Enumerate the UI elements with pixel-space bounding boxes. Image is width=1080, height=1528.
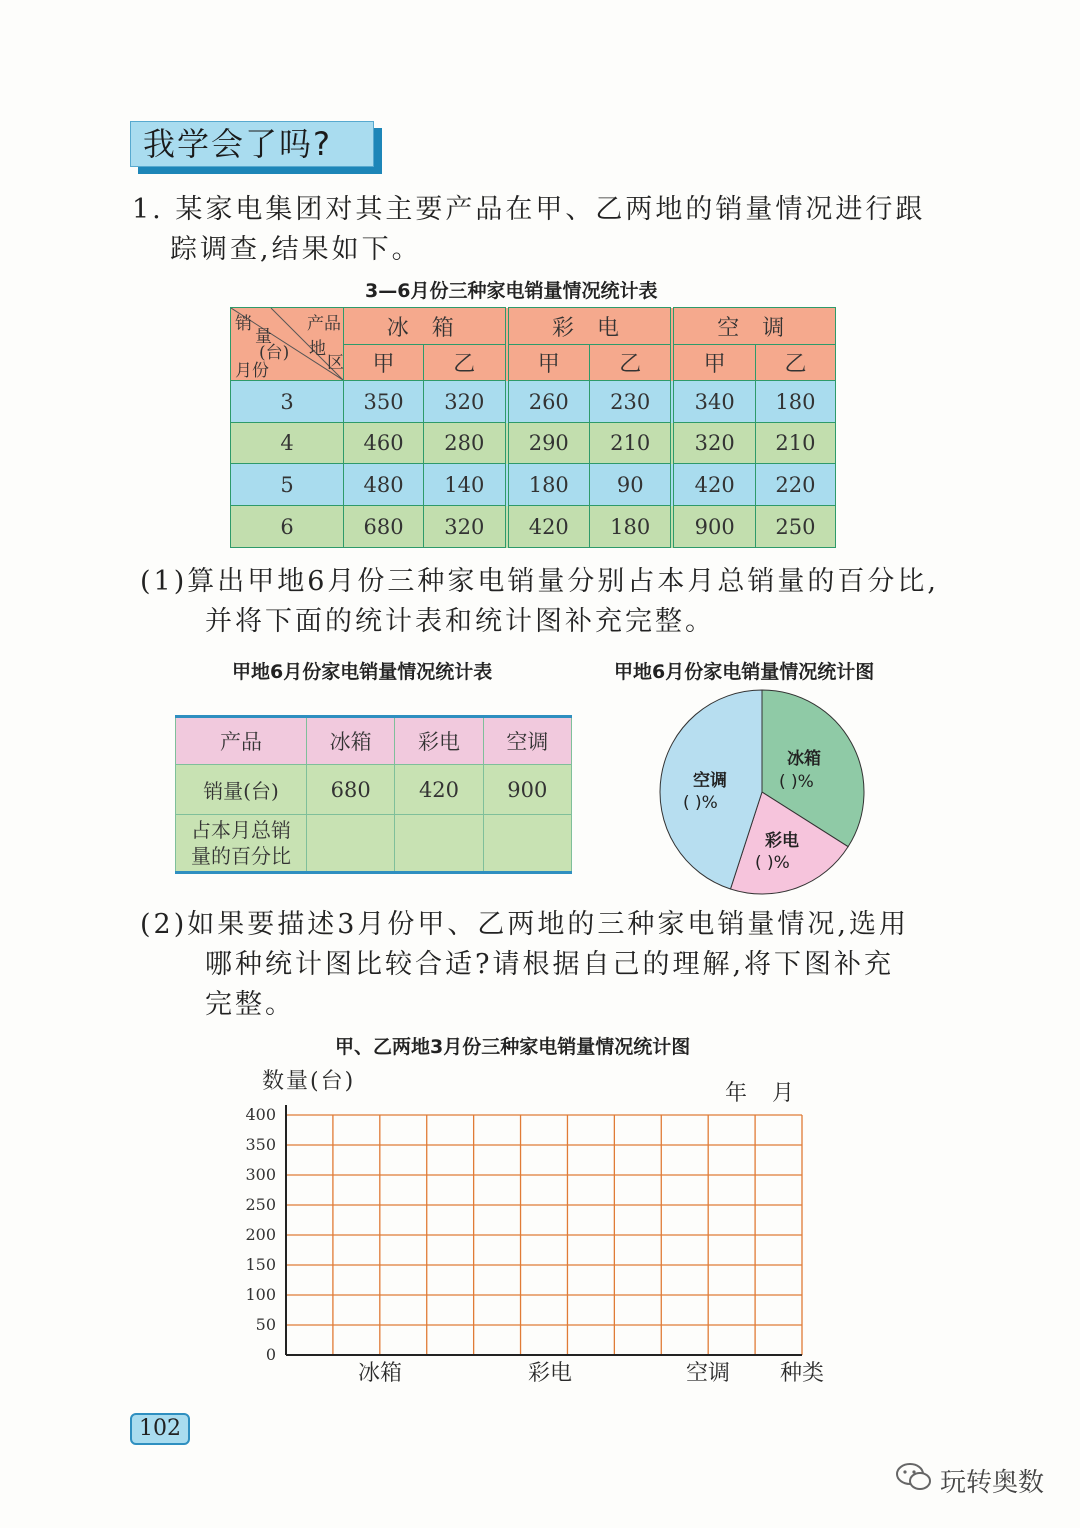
y-tick-label: 50	[255, 1315, 276, 1334]
value-cell: 140	[424, 464, 507, 506]
month-cell: 3	[231, 381, 344, 423]
q1-line2: 踪调查,结果如下。	[170, 234, 422, 265]
t2-sales-value: 900	[483, 765, 571, 815]
x-category-tv: 彩电	[528, 1361, 573, 1386]
t2-pct-label	[176, 815, 307, 873]
value-cell: 230	[589, 381, 672, 423]
pie-label-tv: 彩电	[765, 831, 799, 851]
corner-di: 地	[309, 339, 326, 359]
pie-chart	[655, 688, 870, 898]
table-row	[231, 464, 836, 506]
table-row	[231, 423, 836, 464]
t2-sales-value: 680	[307, 765, 395, 815]
part2-line3: 完整。	[205, 989, 295, 1020]
corner-month: 月份	[235, 361, 269, 381]
t2-header-fridge: 冰箱	[307, 717, 395, 765]
value-cell: 250	[755, 506, 835, 548]
value-cell: 420	[672, 464, 755, 506]
t2-header-ac: 空调	[483, 717, 571, 765]
region-header: 甲	[344, 345, 424, 381]
y-tick-label: 400	[245, 1105, 276, 1124]
sales-table	[230, 307, 836, 548]
value-cell: 290	[507, 423, 590, 464]
y-tick-label: 150	[245, 1255, 276, 1274]
y-tick-label: 250	[245, 1195, 276, 1214]
value-cell: 900	[672, 506, 755, 548]
value-cell: 340	[672, 381, 755, 423]
value-cell: 280	[424, 423, 507, 464]
value-cell: 320	[672, 423, 755, 464]
value-cell: 420	[507, 506, 590, 548]
t2-sales-value: 420	[395, 765, 483, 815]
region-header: 甲	[507, 345, 590, 381]
value-cell: 320	[424, 381, 507, 423]
t2-pct-blank[interactable]	[483, 815, 571, 873]
value-cell: 260	[507, 381, 590, 423]
month-cell: 4	[231, 423, 344, 464]
product-header-ac: 空 调	[672, 308, 835, 345]
region-header: 乙	[755, 345, 835, 381]
table1-title: 3—6月份三种家电销量情况统计表	[365, 280, 658, 302]
pie-blank-tv: ( )%	[755, 853, 790, 873]
corner-xiao: 销	[235, 314, 252, 334]
table-row	[176, 765, 572, 815]
t2-header-tv: 彩电	[395, 717, 483, 765]
corner-liang: 量	[255, 327, 272, 347]
x-category-ac: 空调	[686, 1361, 731, 1386]
june-sales-table	[175, 715, 572, 874]
region-header: 乙	[424, 345, 507, 381]
pie-label-fridge: 冰箱	[787, 749, 821, 769]
product-header-tv: 彩 电	[507, 308, 673, 345]
y-axis-label: 数量(台)	[262, 1069, 356, 1094]
table-row	[231, 381, 836, 423]
corner-product: 产品	[307, 314, 341, 334]
table2-title: 甲地6月份家电销量情况统计表	[232, 661, 493, 683]
t2-header-product: 产品	[176, 717, 307, 765]
t2-pct-blank[interactable]	[395, 815, 483, 873]
t2-pct-label-line2: 量的百分比	[191, 844, 291, 868]
value-cell: 90	[589, 464, 672, 506]
value-cell: 210	[755, 423, 835, 464]
x-category-fridge: 冰箱	[358, 1361, 403, 1386]
month-cell: 5	[231, 464, 344, 506]
y-tick-label: 200	[245, 1225, 276, 1244]
y-tick-label: 0	[265, 1345, 276, 1364]
table-row	[176, 815, 572, 873]
part2-line2: 哪种统计图比较合适?请根据自己的理解,将下图补充	[205, 949, 895, 980]
t2-sales-label: 销量(台)	[176, 765, 307, 815]
chart-title: 甲、乙两地3月份三种家电销量情况统计图	[335, 1036, 691, 1058]
pie-blank-ac: ( )%	[683, 793, 718, 813]
product-header-fridge: 冰 箱	[344, 308, 507, 345]
pie-label-ac: 空调	[693, 771, 727, 791]
y-tick-label: 100	[245, 1285, 276, 1304]
y-tick-label: 350	[245, 1135, 276, 1154]
part1-line1: (1)算出甲地6月份三种家电销量分别占本月总销量的百分比,	[140, 566, 940, 597]
t2-pct-blank[interactable]	[307, 815, 395, 873]
value-cell: 680	[344, 506, 424, 548]
pie-blank-fridge: ( )%	[779, 772, 814, 792]
corner-tai: (台)	[259, 343, 290, 363]
value-cell: 320	[424, 506, 507, 548]
value-cell: 180	[507, 464, 590, 506]
value-cell: 220	[755, 464, 835, 506]
value-cell: 480	[344, 464, 424, 506]
part2-line1: (2)如果要描述3月份甲、乙两地的三种家电销量情况,选用	[140, 909, 910, 940]
table-corner	[231, 308, 344, 381]
corner-qu: 区	[327, 353, 344, 373]
y-tick-label: 300	[245, 1165, 276, 1184]
page-number: 102	[130, 1413, 190, 1445]
region-header: 甲	[672, 345, 755, 381]
month-cell: 6	[231, 506, 344, 548]
value-cell: 460	[344, 423, 424, 464]
section-banner: 我学会了吗?	[130, 121, 374, 167]
bar-chart-grid	[230, 1100, 840, 1395]
value-cell: 180	[589, 506, 672, 548]
part1-line2: 并将下面的统计表和统计图补充完整。	[205, 606, 715, 637]
region-header: 乙	[589, 345, 672, 381]
q1-line1: 1. 某家电集团对其主要产品在甲、乙两地的销量情况进行跟	[132, 194, 926, 225]
value-cell: 210	[589, 423, 672, 464]
wechat-icon	[895, 1460, 933, 1494]
date-label: 年 月	[725, 1081, 794, 1106]
pie-title: 甲地6月份家电销量情况统计图	[614, 661, 875, 683]
watermark-text: 玩转奥数	[940, 1468, 1045, 1498]
value-cell: 180	[755, 381, 835, 423]
value-cell: 350	[344, 381, 424, 423]
x-axis-label: 种类	[780, 1361, 825, 1386]
table-row	[231, 506, 836, 548]
t2-pct-label-line1: 占本月总销	[191, 818, 291, 842]
